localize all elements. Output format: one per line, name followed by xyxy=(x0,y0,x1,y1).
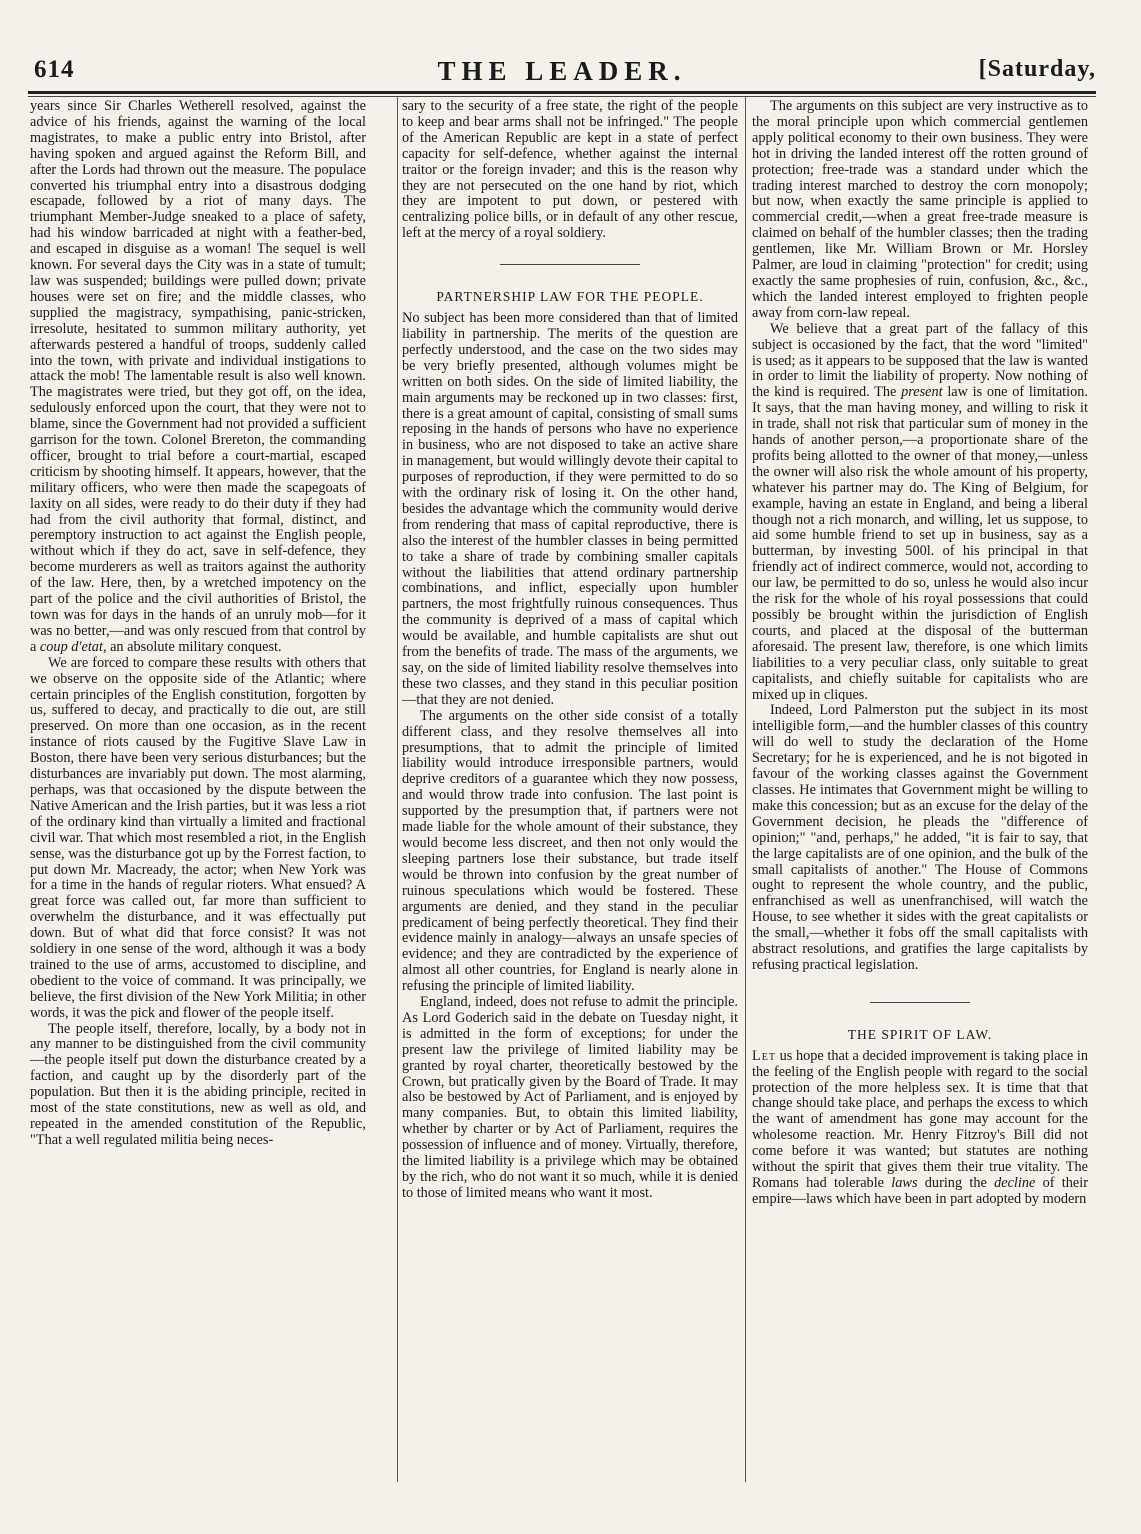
paragraph: We are forced to compare these results with others that we observe on the opposite side of the Atlantic; where certain principles of the English constitution, forgotten by us, suffered to decay, and practically to die out, are still preserved. On more than one occasion, as in the recent instance of riots caused by the Fugitive Slave Law in Boston, there have been very serious disturbances; but the disturbances are invariably put down. The most alarming, perhaps, was that occasioned by the dispute between the Native American and the Irish parties, but it was less a riot of the ordinary kind than virtually a limited and fractional civil war. That which most resembled a riot, in the English sense, was the disturbance got up by the Forrest faction, to put down Mr. Macready, the actor; when New York was for a time in the hands of regular rioters. What ensued? A great force was called out, far more than sufficient to overwhelm the disturbance, and it was effectually put down. But of what did that force consist? It was not soldiery in one sense of the word, although it was a body trained to the use of arms, accustomed to discipline, and obedient to the voice of command. It was principally, we believe, the first division of the New York Militia; in other words, it was the pick and flower of the people itself. xyxy=(30,654,366,1021)
issue-day: [Saturday, xyxy=(978,56,1096,82)
section-separator xyxy=(870,1002,970,1003)
column-divider xyxy=(745,97,746,1482)
paragraph: The people itself, therefore, locally, by a body not in any manner to be distinguished from the civil community—the people itself put down the disturbance created by a faction, and caught up by the disorderly part of the population. But then it is the abiding principle, recited in most of the state constitutions, new as well as old, and repeated in the amended constitution of the Republic, "That a well regulated militia being neces- xyxy=(30,1020,366,1148)
paragraph: No subject has been more considered than that of limited liability in partnership. The merits of the question are perfectly understood, and the case on the two sides may be very briefly presented, although volumes might be written on both sides. On the side of limited liability, the main arguments may be reckoned up in two classes: first, there is a great amount of capital, consisting of small sums reposing in the hands of persons who have no experience in business, who are not disposed to take an active share in management, but would willingly devote their capital to purposes of reproduction, if they were permitted to do so with the ordinary risk of losing it. On the other hand, besides the advantage which the community would derive from rendering that mass of capital reproductive, there is also the interest of the humbler classes in being permitted to take a share of trade by combining smaller capitals without the liabilities that attend ordinary partnership combinations, and inflict, especially upon humbler partners, the most frightfully ruinous consequences. Thus the community is deprived of a mass of capital which would be available, and humble capitalists are shut out from the benefits of trade. The mass of the arguments, we say, on the side of limited liability resolve themselves into these two classes, and they stand in this peculiar position—that they are not denied. xyxy=(402,310,738,708)
header-rule xyxy=(28,91,1096,94)
paragraph: years since Sir Charles Wetherell resolved, against the advice of his friends, against the warning of the local magistrates, to make a public entry into Bristol, after having spoken and argued against the Reform Bill, and after the Lords had thrown out the measure. The populace converted his triumphal entry into a disastrous dodging escapade, followed by a riot of many days. The triumphant Member-Judge sneaked to a place of safety, had his window barricaded at night with a feather-bed, and escaped in disguise as a woman! The sequel is well known. For several days the City was in a state of tumult; law was suspended; buildings were pulled down; private houses were set on fire; and the middle classes, who supplied the magistracy, sympathising, panic-stricken, irresolute, hesitated to summon military authority, yet afterwards pestered a handful of troops, suddenly called into the town, with private and individual instigations to attack the mob! The lamentable result is also well known. The magistrates were tried, but they got off, on the idea, sedulously enforced upon the court, that they were not to blame, since the Government had not provided a sufficient garrison for the town. Colonel Brereton, the commanding officer, brought to trial before a court-martial, escaped criticism by shooting himself. It appears, however, that the military officers, who were then made the scapegoats of laxity on all sides, were ready to do their duty if they had had from the civil authority that formal, distinct, and peremptory instruction to act against the English people, without which if they do act, save in self-defence, they become murderers as well as traitors against the authority of the law. Here, then, by a wretched impotency on the part of the police and the civil authorities of Bristol, the town was for days in the hands of an unruly mob—for it was no better,—and was only rescued from that control by a coup d'etat, an absolute military conquest. xyxy=(30,98,366,655)
section-title: THE SPIRIT OF LAW. xyxy=(847,1026,993,1042)
paragraph: The arguments on the other side consist of a totally different class, and they resolve themselves all into presumptions, that to admit the principle of limited liability would introduce irresponsible partners, would deprive creditors of a guarantee which they now possess, and would throw trade into confusion. The last point is supported by the presumption that, if partners were not made liable for the whole amount of their substance, they would become less discreet, and then not only would the sleeping partners lose their substance, but trade itself would be thrown into confusion by the great number of ruinous speculations which would be fostered. These arguments are denied, and they stand in the peculiar predicament of being perfectly theoretical. They find their evidence mainly in analogy—always an unsafe species of evidence; and they are contradicted by the experience of almost all other countries, for England is nearly alone in refusing the principle of limited liability. xyxy=(402,707,738,995)
newspaper-title: THE LEADER. xyxy=(437,56,687,86)
paragraph: The arguments on this subject are very instructive as to the moral principle upon which commercial gentlemen apply political economy to their own business. They were hot in driving the landed interest off the rotten ground of protection; free-trade was a standard under which the trading interest marched to destroy the corn monopoly; but now, when exactly the same principle is applied to commercial credit,—when a great free-trade measure is claimed on behalf of the humbler classes; then the trading gentlemen, like Mr. William Brown or Mr. Horsley Palmer, are loud in claiming "protection" for credit; using exactly the same prophesies of ruin, confusion, &c., &c., which the landed interest employed to frighten people away from corn-law repeal. xyxy=(752,98,1088,321)
column-2 xyxy=(402,99,738,1202)
masthead xyxy=(28,56,1096,88)
page-number: 614 xyxy=(34,56,75,83)
paragraph: England, indeed, does not refuse to admit the principle. As Lord Goderich said in the debate on Tuesday night, it is admitted in the form of exceptions; for under the present law the privilege of limited liability may be granted by royal charter, theoretically bestowed by the Crown, but pratically given by the Board of Trade. It may also be bestowed by Act of Parliament, and is enjoyed by many companies. But, to obtain this limited liability, whether by charter or by Act of Parliament, requires the possession of influence and of money. Virtually, therefore, the limited liability is a privilege which may be obtained by the rich, who do not want it so much, while it is denied to those of limited means who want it most. xyxy=(402,994,738,1201)
header-rule-thin xyxy=(28,96,1096,97)
section-separator xyxy=(500,264,640,265)
column-3 xyxy=(752,99,1088,1208)
section-title: PARTNERSHIP LAW FOR THE PEOPLE. xyxy=(436,289,704,305)
column-divider xyxy=(397,97,398,1482)
paragraph: Let us hope that a decided improvement is taking place in the feeling of the English people with regard to the social protection of the more helpless sex. It is time that that change should take place, and perhaps the excess to which the want of amendment has gone may account for the wholesome reaction. Mr. Henry Fitzroy's Bill did not come before it was wanted; but statutes are nothing without the spirit that gives them their true vitality. The Romans had tolerable laws during the decline of their empire—laws which have been in part adopted by modern xyxy=(752,1047,1088,1207)
paragraph: We believe that a great part of the fallacy of this subject is occasioned by the fact, that the word "limited" is used; as it appears to be supposed that the law is wanted in order to limit the liability of property. Now nothing of the kind is required. The present law is one of limitation. It says, that the man having money, and willing to risk it in trade, shall not risk that particular sum of money in the hands of another person,—a proportionate share of the profits being allotted to the owner of that money,—unless the owner will also risk the whole amount of his property, whatever his partner may do. The King of Belgium, for example, having an estate in England, and being a liberal though not a rich monarch, and willing, let us suppose, to aid some humble friend to set up in business, say as a butterman, by investing 500l. of his principal in that friendly act of indirect commerce, would not, according to our law, be permitted to do so, unless he would also incur the risk for the whole of his royal possessions that could possibly be brought within the jurisdiction of English courts, and placed at the disposal of the butterman aforesaid. The present law, therefore, is one which limits liabilities to a very peculiar class, only suitable to great capitalists, and chiefly suitable for capitalists who are mixed up in cliques. xyxy=(752,320,1088,703)
paragraph: Indeed, Lord Palmerston put the subject in its most intelligible form,—and the humbler classes of this country will do well to study the declaration of the Home Secretary; for he is experienced, and he is not bigoted in favour of the working classes against the Government classes. He intimates that Government might be willing to make this concession; but as an excuse for the delay of the Government decision, he pleads the "difference of opinion;" "and, perhaps," he added, "it is fair to say, that the large capitalists are of one opinion, and the bulk of the small capitalists of another." The House of Commons ought to represent the whole country, and the public, enfranchised as well as unenfranchised, will watch the House, to see whether it sides with the great capitalists or the small,—whether it fobs off the small capitalists with abstract resolutions, and gratifies the large capitalists by refusing practical legislation. xyxy=(752,702,1088,973)
column-1 xyxy=(30,99,366,1149)
paragraph: sary to the security of a free state, the right of the people to keep and bear arms shall not be infringed." The people of the American Republic are kept in a state of perfect capacity for self-defence, whether against the internal traitor or the foreign invader; and this is the reason why they are not persecuted on the one hand by riot, which they are impotent to put down, or pestered with centralizing police bills, or in default of any other rescue, left at the mercy of a royal soldiery. xyxy=(402,98,738,242)
